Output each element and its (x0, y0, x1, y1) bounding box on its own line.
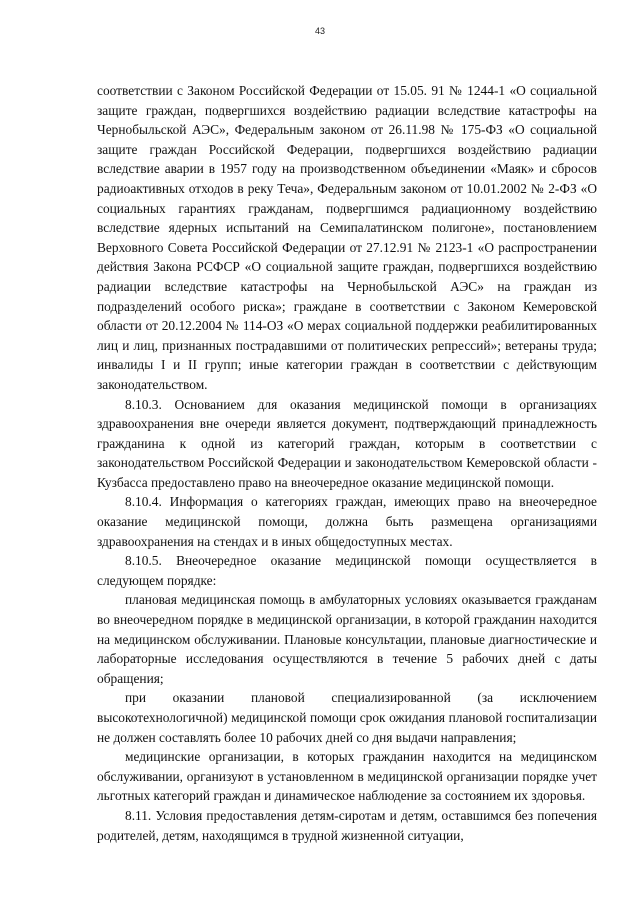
paragraph-specialized-care: при оказании плановой специализированной (за исключением высокотехнологичной) медицинской помощи срок ожидания плановой госпитализации не должен составлять более 10 рабочих дней со дня выдачи направления; (97, 690, 597, 745)
paragraph-8-10-3: 8.10.3. Основанием для оказания медицинской помощи в организациях здравоохранения вне очереди является документ, подтверждающий принадлежность гражданина к одной из категорий граждан, которым в соответствии с законодательством Российской Федерации и законодательством Кемеровской области - Кузбасса предоставлено право на внеочередное оказание медицинской помощи. (97, 396, 597, 490)
paragraph-8-11: 8.11. Условия предоставления детям-сиротам и детям, оставшимся без попечения родителей, детям, находящимся в трудной жизненной ситуации, (97, 807, 597, 843)
paragraph-continuation: соответствии с Законом Российской Федерации от 15.05. 91 № 1244-1 «О социальной защите граждан, подвергшихся воздействию радиации вследствие катастрофы на Чернобыльской АЭС», Федеральным законом от 26.11.98 № 175-ФЗ «О социальной защите граждан Российской Федерации, подвергшихся воздействию радиации вследствие аварии в 1957 году на производственном объединении «Маяк» и сбросов радиоактивных отходов в реку Теча», Федеральным законом от 10.01.2002 № 2-ФЗ «О социальных гарантиях гражданам, подвергшимся радиационному воздействию вследствие ядерных испытаний на Семипалатинском полигоне», постановлением Верховного Совета Российской Федерации от 27.12.91 № 2123-1 «О распространении действия Закона РСФСР «О социальной защите граждан, подвергшихся воздействию радиации вследствие катастрофы на Чернобыльской АЭС» на граждан из подразделений особого риска»; граждане в соответствии с Законом Кемеровской области от 20.12.2004 № 114-ОЗ «О мерах социальной поддержки реабилитированных лиц и лиц, признанных пострадавшими от политических репрессий»; ветераны труда; инвалиды I и II групп; иные категории граждан в соответствии с действующим законодательством. (97, 83, 597, 392)
page-number: 43 (314, 26, 325, 36)
paragraph-medical-organizations: медицинские организации, в которых гражданин находится на медицинском обслуживании, организуют в установленном в медицинской организации порядке учет льготных категорий граждан и динамическое наблюдение за состоянием их здоровья. (97, 749, 597, 804)
paragraph-8-10-5: 8.10.5. Внеочередное оказание медицинской помощи осуществляется в следующем порядке: (97, 553, 597, 588)
paragraph-8-10-4: 8.10.4. Информация о категориях граждан, имеющих право на внеочередное оказание медицинской помощи, должна быть размещена организациями здравоохранения на стендах и в иных общедоступных местах. (97, 494, 597, 549)
paragraph-outpatient-care: плановая медицинская помощь в амбулаторных условиях оказывается гражданам во внеочередном порядке в медицинской организации, в которой гражданин находится на медицинском обслуживании. Плановые консультации, плановые диагностические и лабораторные исследования осуществляются в течение 5 рабочих дней с даты обращения; (97, 592, 597, 686)
document-body (97, 81, 597, 845)
